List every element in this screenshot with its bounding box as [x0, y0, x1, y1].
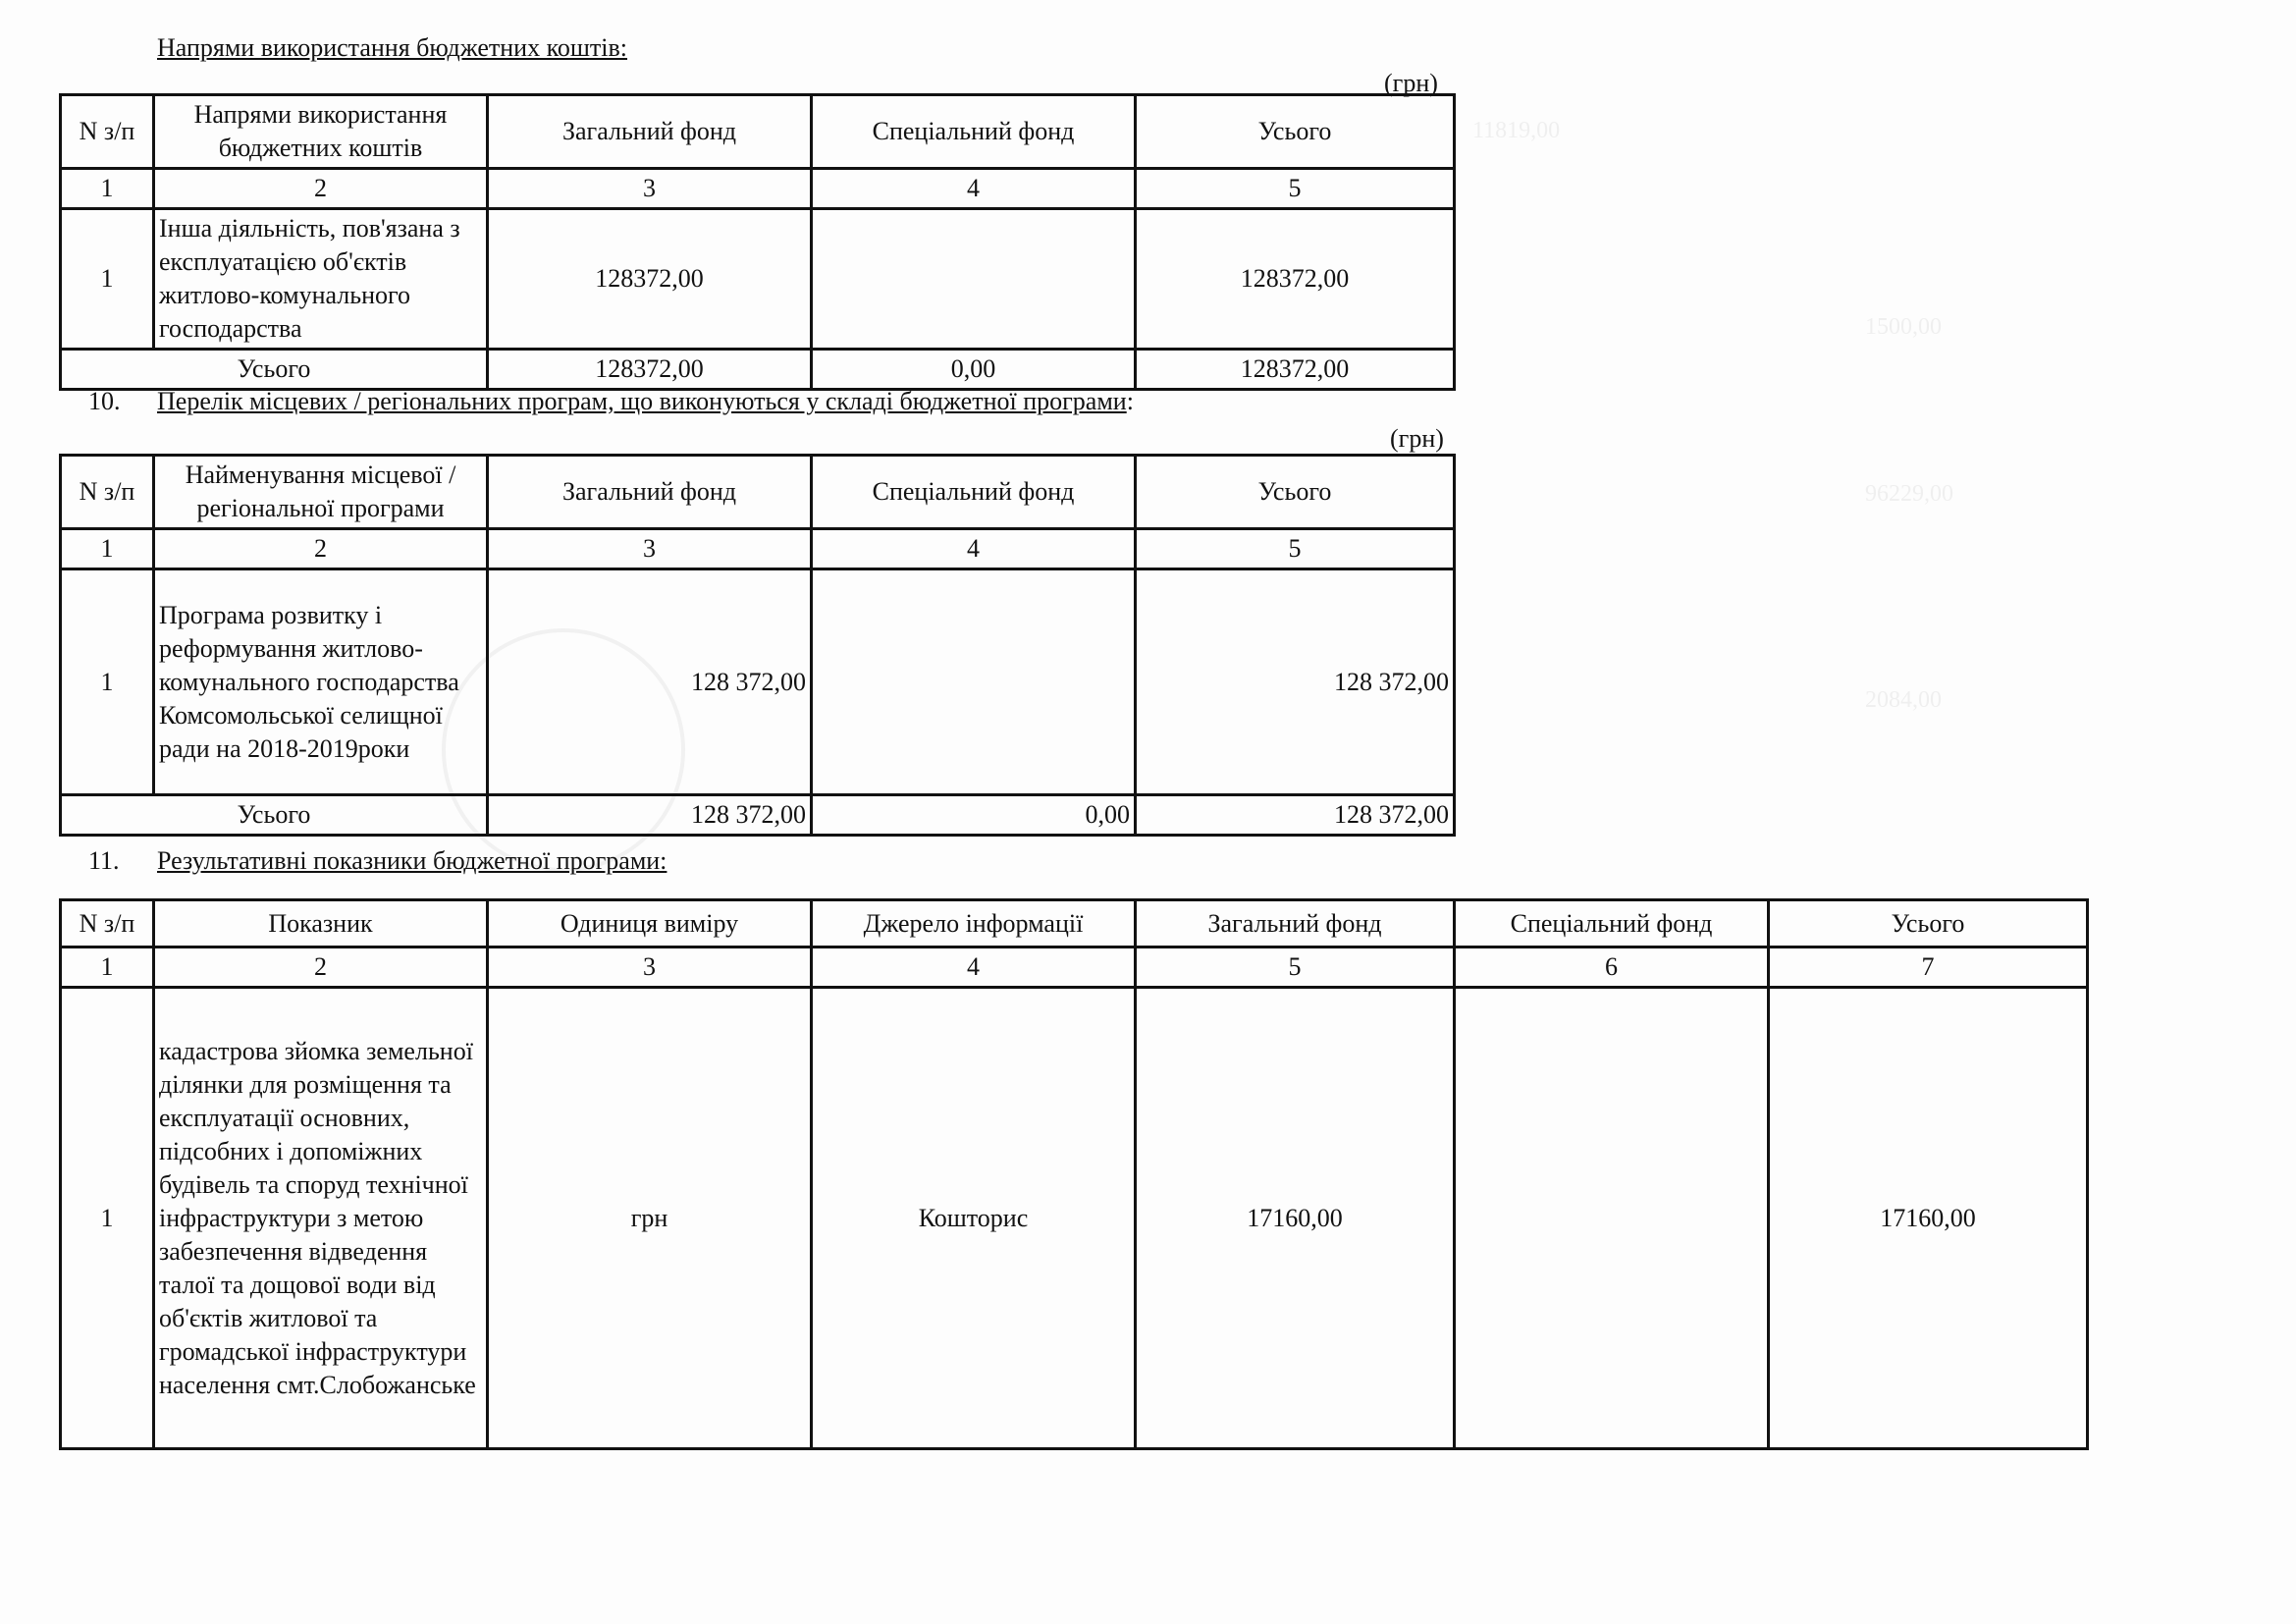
section10-number: 10. [88, 387, 121, 415]
column-number: 3 [488, 529, 812, 569]
bleed-through-text: 1500,00 [1865, 314, 1942, 340]
bleed-through-text: 2084,00 [1865, 687, 1942, 713]
section10-unit: (грн) [1390, 424, 1444, 453]
section9-title [157, 33, 627, 63]
header-cell: Загальний фонд [488, 456, 812, 529]
row-number: 1 [61, 209, 154, 350]
column-number: 5 [1136, 947, 1455, 988]
header-cell: Загальний фонд [1136, 900, 1455, 947]
row-number: 1 [61, 569, 154, 795]
totals-row [61, 795, 1455, 836]
header-cell: N з/п [61, 456, 154, 529]
section10-table [59, 454, 1456, 837]
table-header-row [61, 95, 1455, 169]
header-cell: Джерело інформації [812, 900, 1136, 947]
column-number: 1 [61, 529, 154, 569]
header-cell: Показник [154, 900, 488, 947]
header-cell: N з/п [61, 900, 154, 947]
totals-general: 128372,00 [488, 350, 812, 390]
header-cell: Усього [1769, 900, 2088, 947]
totals-label: Усього [61, 795, 488, 836]
column-number: 7 [1769, 947, 2088, 988]
general-fund-value: 128372,00 [488, 209, 812, 350]
header-cell: Спеціальний фонд [812, 456, 1136, 529]
column-number-row [61, 169, 1455, 209]
header-cell: Найменування місцевої / регіональної програми [154, 456, 488, 529]
column-number-row [61, 947, 2088, 988]
section11-title-text: Результативні показники бюджетної програми: [157, 846, 667, 875]
table-header-row [61, 456, 1455, 529]
column-number: 1 [61, 947, 154, 988]
column-number: 2 [154, 169, 488, 209]
column-number: 6 [1455, 947, 1769, 988]
section11-number: 11. [88, 846, 120, 875]
special-fund-value [1455, 988, 1769, 1449]
column-number: 1 [61, 169, 154, 209]
section9-unit: (грн) [1384, 69, 1438, 97]
totals-label: Усього [61, 350, 488, 390]
header-cell: Напрями використання бюджетних коштів [154, 95, 488, 169]
total-value: 17160,00 [1769, 988, 2088, 1449]
header-cell: Загальний фонд [488, 95, 812, 169]
section10-title [88, 387, 1134, 416]
unit-of-measure: грн [488, 988, 812, 1449]
column-number: 5 [1136, 169, 1455, 209]
table-row [61, 988, 2088, 1449]
total-value: 128 372,00 [1136, 569, 1455, 795]
header-cell: N з/п [61, 95, 154, 169]
direction-name: Інша діяльність, пов'язана з експлуатацією об'єктів житлово-комунального господарства [154, 209, 488, 350]
bleed-through-text: 11819,00 [1472, 118, 1561, 143]
header-cell: Усього [1136, 95, 1455, 169]
information-source: Кошторис [812, 988, 1136, 1449]
special-fund-value [812, 569, 1136, 795]
section9-table [59, 93, 1456, 391]
special-fund-value [812, 209, 1136, 350]
column-number: 2 [154, 529, 488, 569]
total-value: 128372,00 [1136, 209, 1455, 350]
indicator-name: кадастрова зйомка земельної ділянки для розміщення та експлуатації основних, підсобних і допоміжних будівель та споруд технічної інфраструктури з метою забезпечення відведення талої та дощової води від об'єктів житлової та громадської інфраструктури населення смт.Слобожанське [154, 988, 488, 1449]
table-row [61, 209, 1455, 350]
header-cell: Усього [1136, 456, 1455, 529]
general-fund-value: 17160,00 [1136, 988, 1455, 1449]
column-number: 4 [812, 947, 1136, 988]
program-name: Програма розвитку і реформування житлово-комунального господарства Комсомольської селищної ради на 2018-2019роки [154, 569, 488, 795]
section11-table [59, 898, 2089, 1450]
column-number: 2 [154, 947, 488, 988]
section10-title-suffix: : [1126, 387, 1134, 415]
totals-special: 0,00 [812, 350, 1136, 390]
totals-total: 128372,00 [1136, 350, 1455, 390]
header-cell: Спеціальний фонд [1455, 900, 1769, 947]
totals-total: 128 372,00 [1136, 795, 1455, 836]
column-number: 5 [1136, 529, 1455, 569]
section10-title-text: Перелік місцевих / регіональних програм, що виконуються у складі бюджетної програми [157, 387, 1127, 415]
row-number: 1 [61, 988, 154, 1449]
section9-title-text: Напрями використання бюджетних коштів: [157, 33, 628, 62]
section11-title [88, 846, 667, 876]
totals-special: 0,00 [812, 795, 1136, 836]
header-cell: Спеціальний фонд [812, 95, 1136, 169]
header-cell: Одиниця виміру [488, 900, 812, 947]
general-fund-value: 128 372,00 [488, 569, 812, 795]
column-number: 4 [812, 169, 1136, 209]
totals-general: 128 372,00 [488, 795, 812, 836]
column-number-row [61, 529, 1455, 569]
table-row [61, 569, 1455, 795]
column-number: 4 [812, 529, 1136, 569]
column-number: 3 [488, 169, 812, 209]
totals-row [61, 350, 1455, 390]
bleed-through-text: 96229,00 [1865, 481, 1953, 507]
table-header-row [61, 900, 2088, 947]
column-number: 3 [488, 947, 812, 988]
